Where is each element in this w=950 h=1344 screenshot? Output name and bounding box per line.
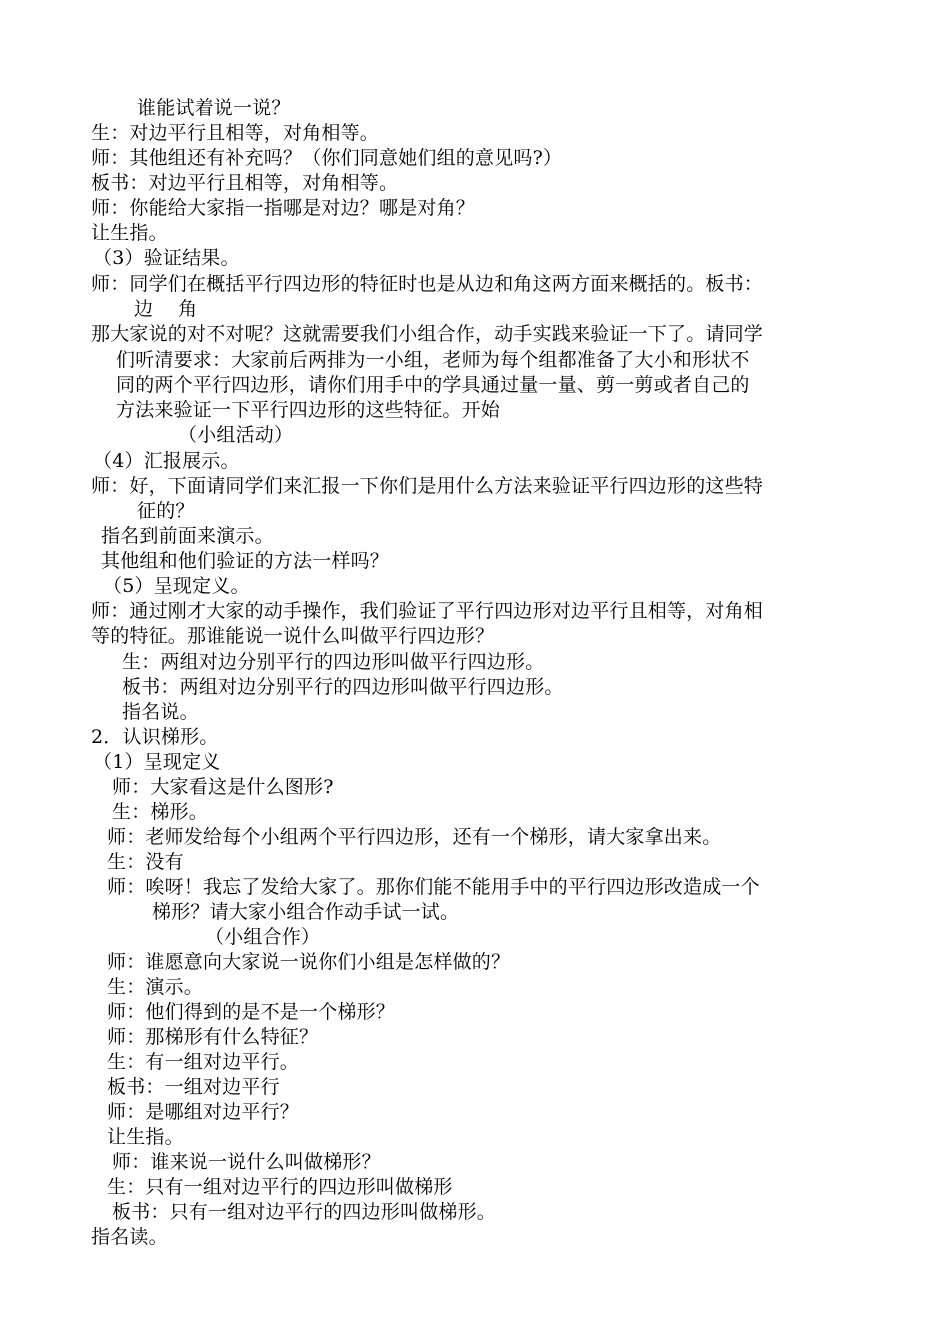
text-line: 生：只有一组对边平行的四边形叫做梯形 [107,1176,453,1198]
text-line: 其他组和他们验证的方法一样吗？ [101,550,390,572]
text-line: （小组活动） [178,424,294,446]
text-line: 边 角 [134,298,198,320]
text-line: （1）呈现定义 [93,751,221,773]
text-line: 同的两个平行四边形，请你们用手中的学具通过量一量、剪一剪或者自己的 [116,374,750,396]
text-line: 指名读。 [91,1226,168,1248]
text-line: 生：对边平行且相等，对角相等。 [91,122,380,144]
text-line: 指名到前面来演示。 [101,525,274,547]
text-line: 让生指。 [91,222,168,244]
text-line: 板书：对边平行且相等，对角相等。 [91,172,399,194]
text-line: 那大家说的对不对呢？这就需要我们小组合作，动手实践来验证一下了。请同学 [91,323,764,345]
text-line: 让生指。 [107,1126,184,1148]
text-line: 师：你能给大家指一指哪是对边？哪是对角？ [91,197,476,219]
text-line: 生：没有 [107,851,184,873]
text-line: 们听清要求：大家前后两排为一小组，老师为每个组都准备了大小和形状不 [116,349,750,371]
text-line: 板书：只有一组对边平行的四边形叫做梯形。 [112,1201,497,1223]
text-line: 师：通过刚才大家的动手操作，我们验证了平行四边形对边平行且相等，对角相 [91,600,764,622]
text-line: 梯形？请大家小组合作动手试一试。 [152,901,460,923]
text-line: 板书：两组对边分别平行的四边形叫做平行四边形。 [122,676,564,698]
text-line: 方法来验证一下平行四边形的这些特征。开始 [116,399,501,421]
text-line: 谁能试着说一说？ [137,97,291,119]
text-line: （3）验证结果。 [93,247,240,269]
text-line: 师：同学们在概括平行四边形的特征时也是从边和角这两方面来概括的。板书： [91,273,764,295]
text-line: 师：是哪组对边平行？ [107,1101,300,1123]
text-line: 师：他们得到的是不是一个梯形？ [107,1001,396,1023]
text-line: 2．认识梯形。 [91,726,219,748]
text-line: 师：老师发给每个小组两个平行四边形，还有一个梯形，请大家拿出来。 [107,826,722,848]
text-line: 板书：一组对边平行 [107,1076,280,1098]
text-line: 生：有一组对边平行。 [107,1051,300,1073]
text-line: 师：好，下面请同学们来汇报一下你们是用什么方法来验证平行四边形的这些特 [91,475,764,497]
text-line: 师：唉呀！我忘了发给大家了。那你们能不能用手中的平行四边形改造成一个 [107,876,760,898]
text-line: 师：那梯形有什么特征？ [107,1026,319,1048]
text-line: 等的特征。那谁能说一说什么叫做平行四边形？ [91,625,495,647]
text-line: 师：其他组还有补充吗？（你们同意她们组的意见吗?） [91,147,563,169]
text-line: （小组合作） [205,926,321,948]
text-line: 生：梯形。 [112,801,209,823]
text-line: 征的？ [137,500,195,522]
text-line: 指名说。 [122,701,199,723]
text-line: 师：谁愿意向大家说一说你们小组是怎样做的？ [107,951,511,973]
text-line: 师：大家看这是什么图形? [112,776,334,798]
text-line: 生：演示。 [107,976,204,998]
text-line: 生：两组对边分别平行的四边形叫做平行四边形。 [122,651,545,673]
text-line: 师：谁来说一说什么叫做梯形？ [112,1151,381,1173]
text-line: （4）汇报展示。 [93,450,240,472]
text-line: （5）呈现定义。 [103,575,250,597]
